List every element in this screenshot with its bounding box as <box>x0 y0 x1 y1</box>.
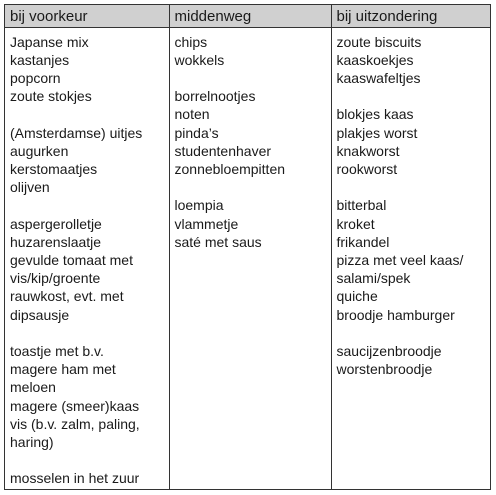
spacer-line <box>337 87 491 105</box>
list-item: rookworst <box>336 160 398 177</box>
list-item: quiche <box>336 288 378 305</box>
list-item: kroket <box>336 215 375 232</box>
list-item: saté met saus <box>174 233 262 250</box>
list-item: frikandel <box>336 233 390 250</box>
list-item: saucijzenbroodje <box>336 342 442 359</box>
list-item: augurken <box>10 142 69 159</box>
snack-table-container <box>4 4 491 490</box>
header-row <box>5 5 490 27</box>
list-item: vlammetje <box>174 215 239 232</box>
list-item: noten <box>174 106 210 123</box>
list-item: zonnebloempitten <box>174 160 286 177</box>
list-item: aspergerolletje <box>10 215 102 232</box>
header-middenweg: middenweg <box>169 5 331 27</box>
spacer-line <box>10 105 169 123</box>
list-item: knakworst <box>336 142 400 159</box>
list-item: toastje met b.v. <box>10 342 104 359</box>
spacer-line <box>10 451 169 469</box>
list-item: meloen <box>10 379 56 396</box>
list-item: magere ham met <box>10 361 116 378</box>
header-bij-voorkeur: bij voorkeur <box>5 5 169 27</box>
list-item: borrelnootjes <box>174 88 256 105</box>
column-bij-voorkeur <box>5 27 169 489</box>
list-item: kaaswafeltjes <box>336 69 421 86</box>
list-item: (Amsterdamse) uitjes <box>10 124 143 141</box>
column-middenweg <box>169 27 331 489</box>
list-item: rauwkost, evt. met <box>10 288 124 305</box>
list-item: mosselen in het zuur <box>10 470 140 487</box>
list-item: haring) <box>10 433 54 450</box>
list-item: worstenbroodje <box>336 361 433 378</box>
list-item: dipsausje <box>10 306 70 323</box>
spacer-line <box>337 324 491 342</box>
list-item: vis (b.v. zalm, paling, <box>10 415 140 432</box>
list-item: huzarenslaatje <box>10 233 102 250</box>
spacer-line <box>10 196 169 214</box>
list-item: Japanse mix <box>10 33 89 50</box>
list-item: salami/spek <box>336 270 411 287</box>
content-row <box>5 27 490 489</box>
spacer-line <box>175 178 331 196</box>
list-item: olijven <box>10 179 50 196</box>
snack-table <box>5 5 490 489</box>
header-bij-uitzondering: bij uitzondering <box>331 5 490 27</box>
list-item: zoute stokjes <box>10 88 92 105</box>
list-item: blokjes kaas <box>336 106 414 123</box>
list-item: chips <box>174 33 208 50</box>
list-item: pinda’s <box>174 124 219 141</box>
list-item: kerstomaatjes <box>10 160 98 177</box>
list-item: popcorn <box>10 69 61 86</box>
column-bij-uitzondering <box>331 27 490 489</box>
list-item: studentenhaver <box>174 142 272 159</box>
spacer-line <box>10 324 169 342</box>
list-item: wokkels <box>174 51 225 68</box>
list-item: kastanjes <box>10 51 70 68</box>
list-item: bitterbal <box>336 197 387 214</box>
list-item: zoute biscuits <box>336 33 422 50</box>
list-item: magere (smeer)kaas <box>10 397 140 414</box>
list-item: vis/kip/groente <box>10 270 101 287</box>
list-item: pizza met veel kaas/ <box>336 251 464 268</box>
spacer-line <box>175 69 331 87</box>
list-item: loempia <box>174 197 224 214</box>
list-item: plakjes worst <box>336 124 418 141</box>
spacer-line <box>337 178 491 196</box>
list-item: broodje hamburger <box>336 306 455 323</box>
list-item: gevulde tomaat met <box>10 251 133 268</box>
list-item: kaaskoekjes <box>336 51 414 68</box>
